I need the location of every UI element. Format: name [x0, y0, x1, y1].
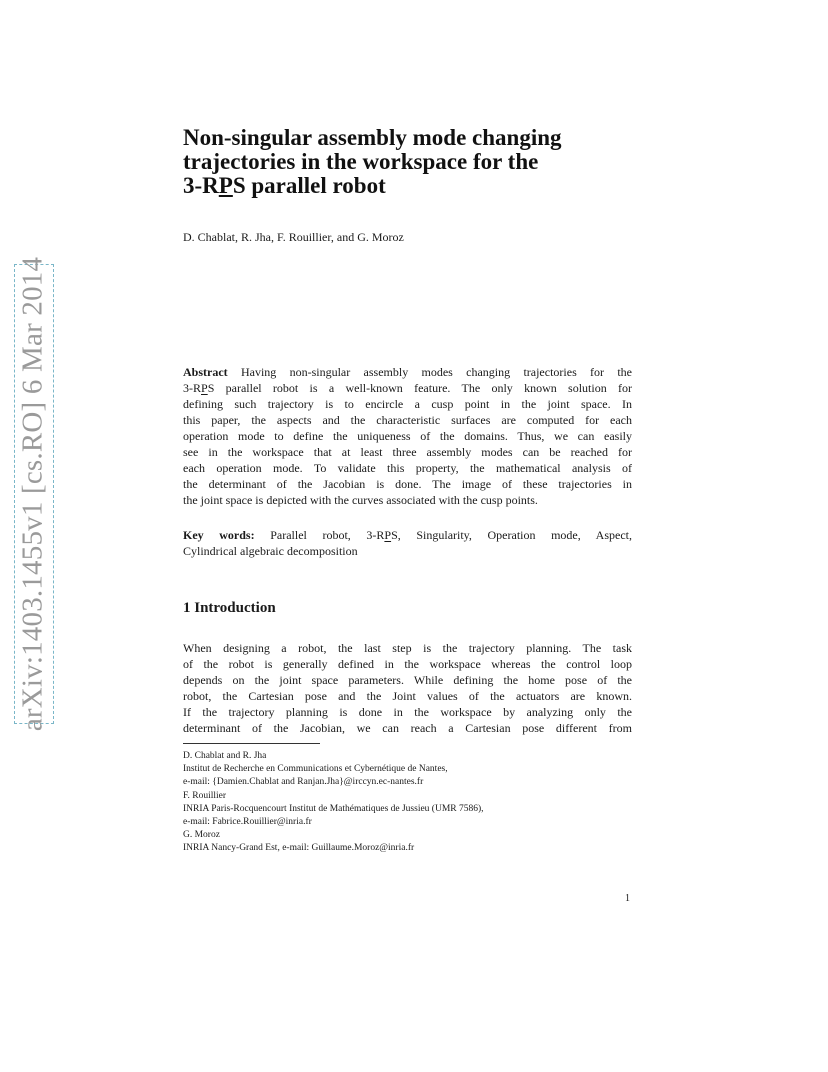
intro-line: of the robot is generally defined in the workspace whereas the control loop — [183, 657, 632, 671]
title-line-3-part-b: S parallel robot — [232, 173, 386, 198]
footnote-line: e-mail: Fabrice.Rouillier@inria.fr — [183, 817, 312, 828]
keywords-line — [183, 527, 632, 543]
footnote-line: INRIA Paris-Rocquencourt Institut de Mathématiques de Jussieu (UMR 7586), — [183, 803, 484, 814]
footnote-rule — [183, 743, 320, 744]
page-number: 1 — [625, 893, 630, 904]
abstract — [183, 364, 632, 508]
abstract-line-text: 3-R — [183, 381, 201, 395]
intro-line: If the trajectory planning is done in the workspace by analyzing only the — [183, 705, 632, 719]
abstract-line: the determinant of the Jacobian is done. The image of these trajectories in — [183, 477, 632, 491]
abstract-line: this paper, the aspects and the characteristic surfaces are computed for each — [183, 413, 632, 427]
paper-title — [183, 126, 653, 198]
footnote-line: F. Rouillier — [183, 790, 227, 801]
section-heading: 1 Introduction — [183, 600, 276, 616]
arxiv-identifier: arXiv:1403.1455v1 [cs.RO] 6 Mar 2014 — [16, 256, 49, 732]
keywords-underlined: P — [384, 528, 392, 542]
abstract-line-text: Having non-singular assembly modes changing trajectories for the — [240, 365, 632, 379]
intro-line: robot, the Cartesian pose and the Joint values of the actuators are known. — [183, 689, 632, 703]
title-line-2: trajectories in the workspace for the — [183, 149, 539, 174]
footnote-line: D. Chablat and R. Jha — [183, 751, 267, 761]
keywords-text: Parallel robot, 3-R — [270, 528, 385, 542]
intro-line: determinant of the Jacobian, we can reach a Cartesian pose different from — [183, 721, 632, 735]
footnote-line: INRIA Nancy-Grand Est, e-mail: Guillaume.Moroz@inria.fr — [183, 843, 415, 854]
abstract-line: each operation mode. To validate this property, the mathematical analysis of — [183, 461, 632, 475]
introduction-text — [183, 640, 632, 736]
intro-line: depends on the joint space parameters. While defining the home pose of the — [183, 673, 632, 687]
title-line-3-underlined: P — [218, 173, 233, 198]
abstract-line-text: S parallel robot is a well-known feature. The only known solution for — [207, 381, 632, 395]
abstract-line — [183, 364, 632, 380]
abstract-line: see in the workspace that at least three assembly modes can be reached for — [183, 445, 632, 459]
footnote-line: G. Moroz — [183, 830, 220, 841]
intro-line: When designing a robot, the last step is the trajectory planning. The task — [183, 641, 632, 655]
footnote-line: e-mail: {Damien.Chablat and Ranjan.Jha}@irccyn.ec-nantes.fr — [183, 777, 424, 788]
abstract-line: operation mode to define the uniqueness of the domains. Thus, we can easily — [183, 429, 632, 443]
keywords — [183, 527, 632, 559]
keywords-text: S, Singularity, Operation mode, Aspect, — [391, 528, 633, 542]
abstract-line — [183, 380, 632, 396]
title-line-3-part-a: 3-R — [183, 173, 219, 198]
abstract-underlined: P — [201, 381, 208, 395]
abstract-label: Abstract — [183, 365, 228, 379]
footnote-line: Institut de Recherche en Communications et Cybernétique de Nantes, — [183, 764, 448, 775]
abstract-line: defining such trajectory is to encircle a cusp point in the joint space. In — [183, 397, 632, 411]
keywords-line: Cylindrical algebraic decomposition — [183, 544, 358, 558]
title-line-3 — [183, 174, 653, 198]
author-footnotes — [183, 750, 484, 856]
keywords-label: Key words: — [183, 528, 255, 542]
abstract-line: the joint space is depicted with the curves associated with the cusp points. — [183, 493, 538, 507]
title-line-1: Non-singular assembly mode changing — [183, 125, 562, 150]
author-list: D. Chablat, R. Jha, F. Rouillier, and G. Moroz — [183, 230, 404, 244]
